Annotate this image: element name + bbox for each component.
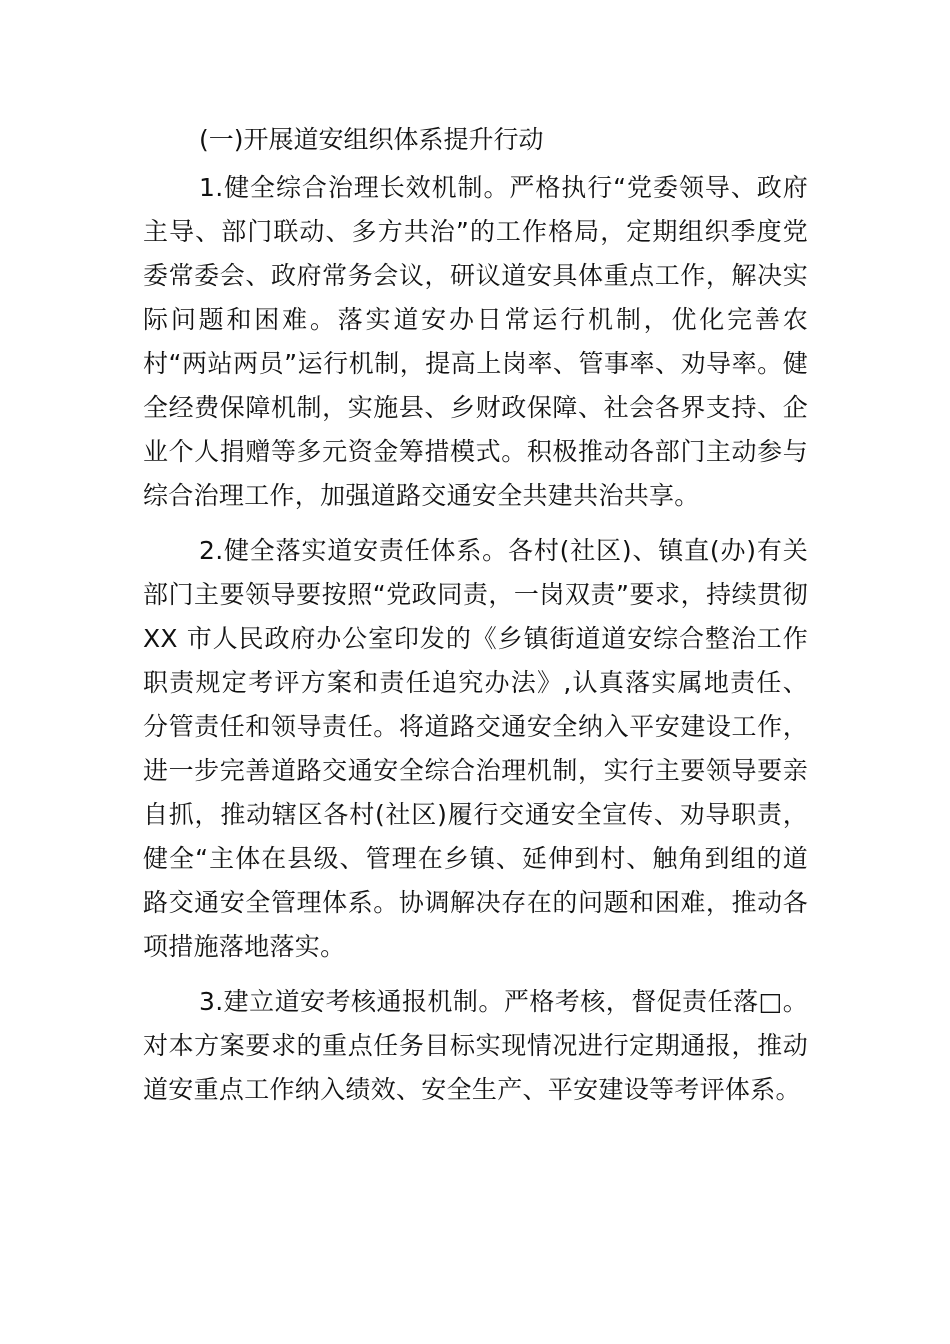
paragraph-responsibility: 2.健全落实道安责任体系。各村(社区)、镇直(办)有关部门主要领导要按照“党政同责，一岗双责”要求，持续贯彻XX 市人民政府办公室印发的《乡镇街道道安综合整治工作职责规定考评方案和责任追究办法》,认真落实属地责任、分管责任和领导责任。将道路交通安全纳入平安建设工作，进一步完善道路交通安全综合治理机制，实行主要领导要亲自抓，推动辖区各村(社区)履行交通安全宣传、劝导职责，健全“主体在县级、管理在乡镇、延伸到村、触角到组的道路交通安全管理体系。协调解决存在的问题和困难，推动各项措施落地落实。: [143, 536, 808, 961]
paragraph-assessment: 3.建立道安考核通报机制。严格考核，督促责任落□。对本方案要求的重点任务目标实现情况进行定期通报，推动道安重点工作纳入绩效、安全生产、平安建设等考评体系。: [143, 987, 808, 1104]
section-heading: (一)开展道安组织体系提升行动: [199, 125, 544, 154]
paragraph-mechanism: 1.健全综合治理长效机制。严格执行“党委领导、政府主导、部门联动、多方共治”的工作格局，定期组织季度党委常委会、政府常务会议，研议道安具体重点工作，解决实际问题和困难。落实道安办日常运行机制，优化完善农村“两站两员”运行机制，提高上岗率、管事率、劝导率。健全经费保障机制，实施县、乡财政保障、社会各界支持、企业个人捐赠等多元资金筹措模式。积极推动各部门主动参与综合治理工作，加强道路交通安全共建共治共享。: [143, 173, 808, 510]
document-body: [143, 118, 808, 1123]
